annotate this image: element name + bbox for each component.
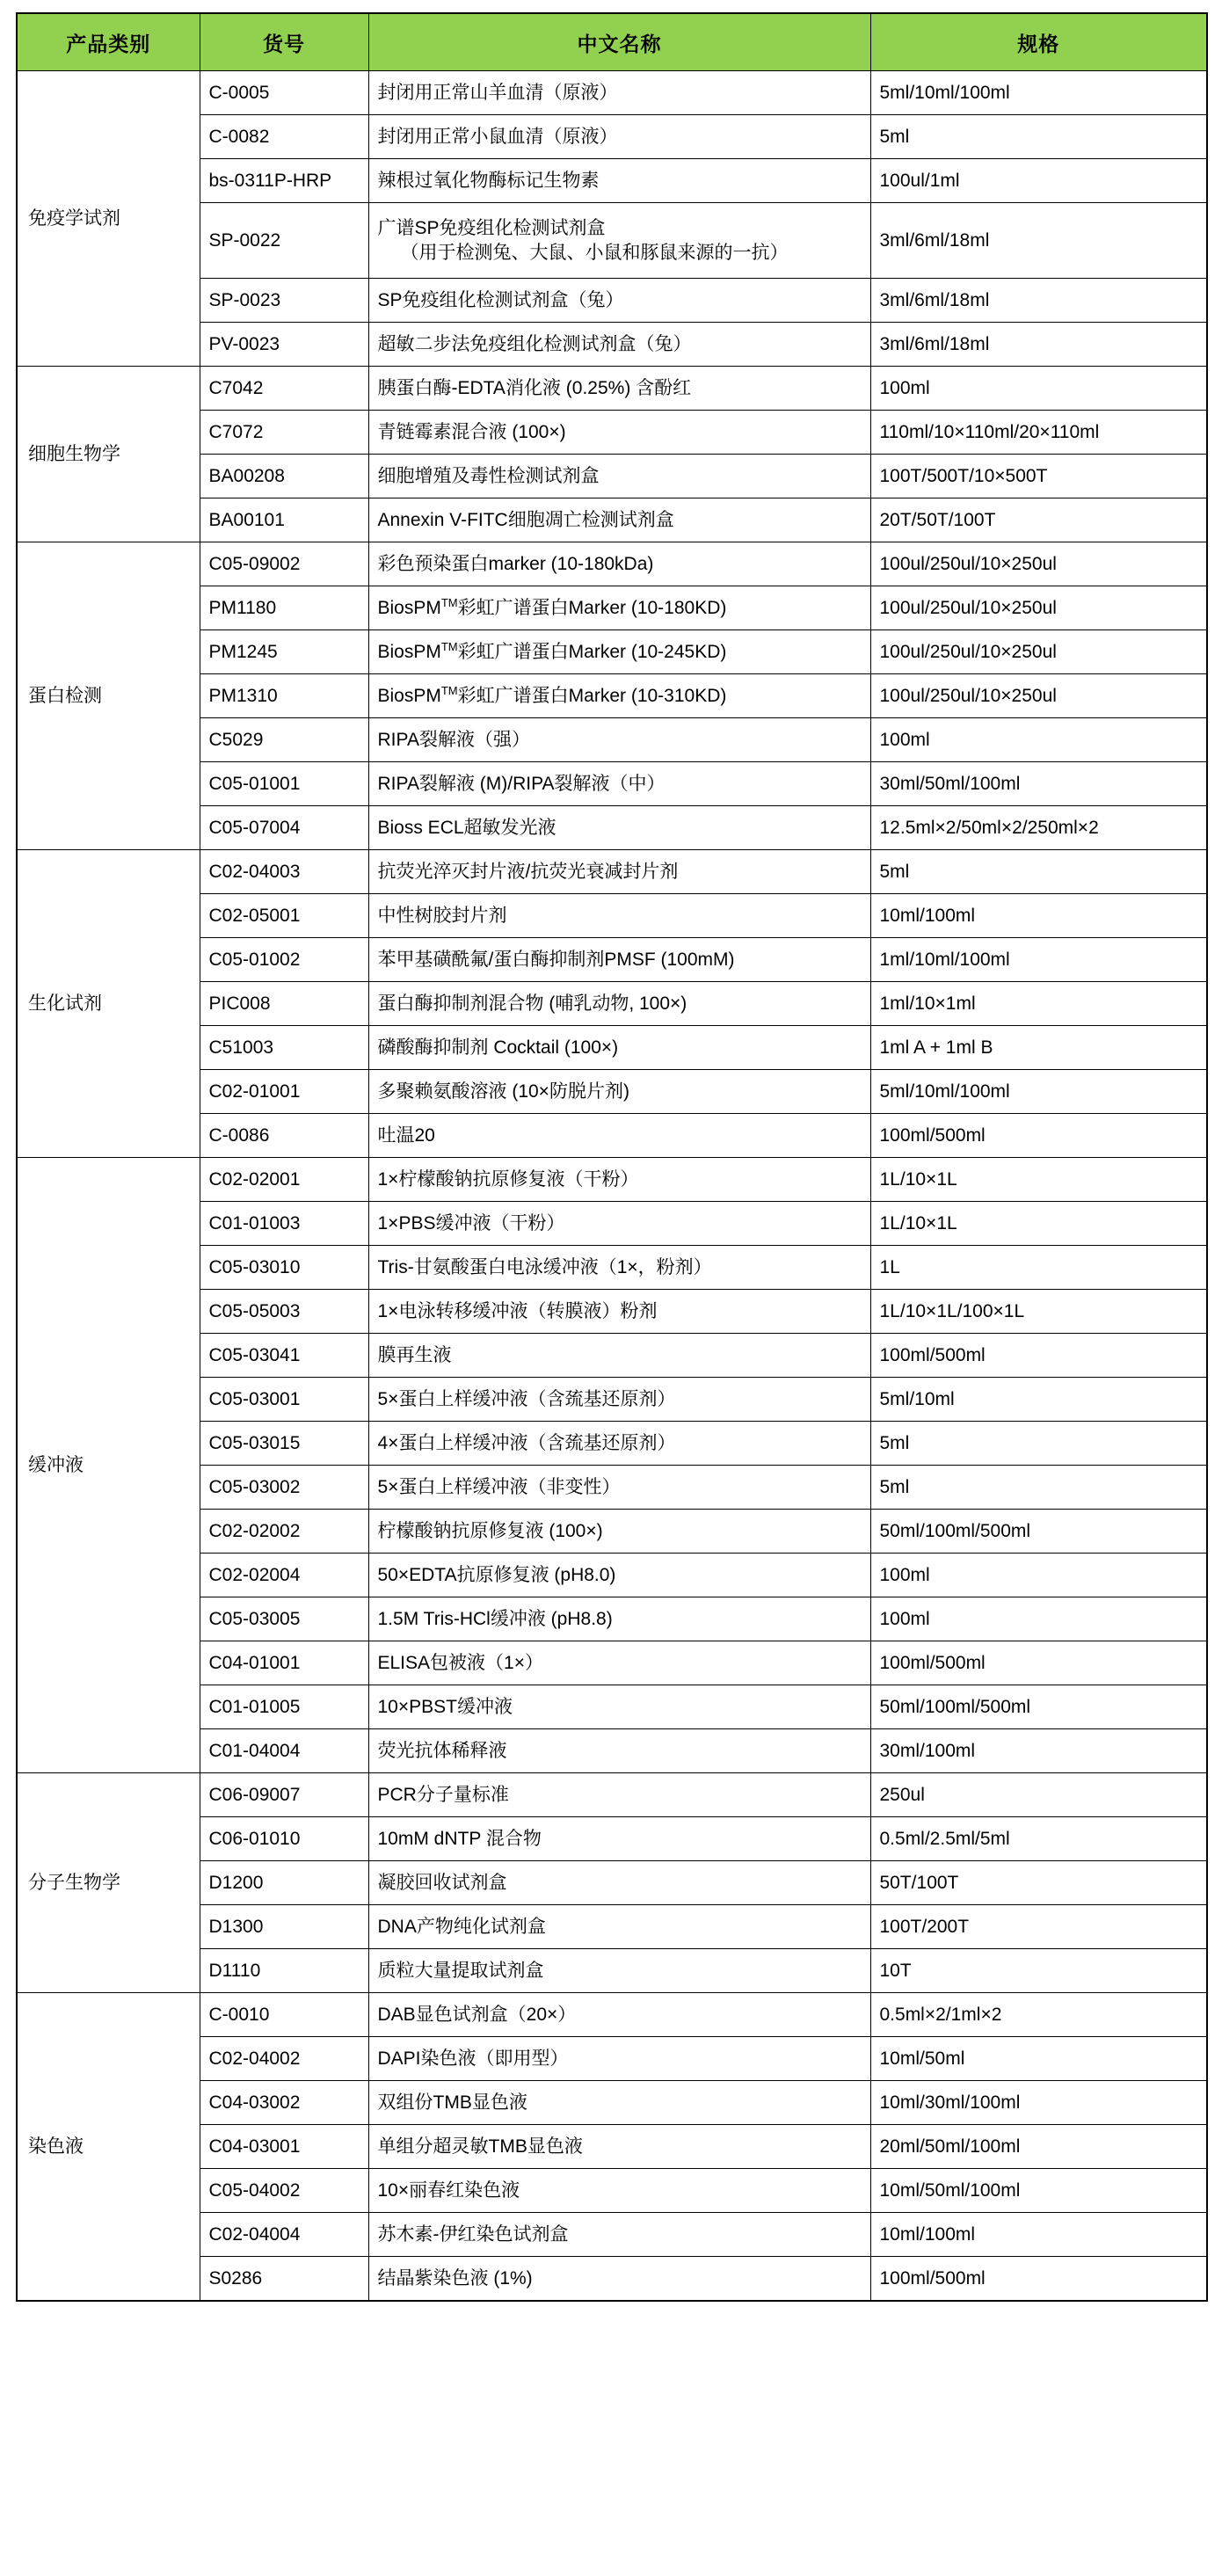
specification-cell: 50T/100T (870, 1861, 1207, 1905)
product-name-cell (368, 1949, 870, 1993)
product-name-cell (368, 1905, 870, 1949)
product-name-text: 青链霉素混合液 (100×) (377, 421, 566, 442)
category-cell: 免疫学试剂 (17, 71, 200, 367)
product-name-cell (368, 1334, 870, 1378)
product-name-second-line: （用于检测兔、大鼠、小鼠和豚鼠来源的一抗） (400, 242, 789, 263)
product-name-cell (368, 1641, 870, 1685)
specification-cell: 110ml/10×110ml/20×110ml (870, 411, 1207, 455)
product-name-cell (368, 455, 870, 498)
product-code-cell: C-0010 (200, 1993, 368, 2037)
specification-cell: 10ml/100ml (870, 2213, 1207, 2257)
product-name-text: 质粒大量提取试剂盒 (377, 1960, 544, 1981)
product-code-cell: C51003 (200, 1026, 368, 1070)
category-cell: 缓冲液 (17, 1158, 200, 1773)
category-cell: 染色液 (17, 1993, 200, 2301)
specification-cell: 100T/200T (870, 1905, 1207, 1949)
table-row (17, 850, 1207, 894)
table-row (17, 1993, 1207, 2037)
product-code-cell: C02-05001 (200, 894, 368, 938)
specification-cell: 3ml/6ml/18ml (870, 323, 1207, 367)
product-name-suffix: 彩虹广谱蛋白Marker (10-245KD) (457, 641, 727, 662)
product-code-cell: C06-09007 (200, 1773, 368, 1817)
product-code-cell: PV-0023 (200, 323, 368, 367)
table-row (17, 1158, 1207, 1202)
specification-cell: 0.5ml×2/1ml×2 (870, 1993, 1207, 2037)
product-name-cell (368, 1510, 870, 1554)
product-name-cell (368, 411, 870, 455)
specification-cell: 100ml/500ml (870, 2257, 1207, 2301)
product-name-text: 超敏二步法免疫组化检测试剂盒（兔） (377, 333, 692, 354)
product-code-cell: C-0082 (200, 115, 368, 159)
specification-cell: 30ml/100ml (870, 1729, 1207, 1773)
product-code-cell: BA00208 (200, 455, 368, 498)
product-name-cell (368, 1993, 870, 2037)
product-name-text: 辣根过氧化物酶标记生物素 (377, 170, 600, 191)
product-name-cell (368, 2125, 870, 2169)
specification-cell: 100ul/250ul/10×250ul (870, 674, 1207, 718)
table-row (17, 71, 1207, 115)
specification-cell: 100ml/500ml (870, 1334, 1207, 1378)
product-name-cell (368, 1158, 870, 1202)
product-code-cell: C05-01001 (200, 762, 368, 806)
product-name-text: 10×丽春红染色液 (377, 2179, 520, 2201)
product-name-text: 1.5M Tris-HCl缓冲液 (pH8.8) (377, 1608, 613, 1629)
product-name-cell (368, 674, 870, 718)
category-cell: 蛋白检测 (17, 542, 200, 850)
product-code-cell: C01-04004 (200, 1729, 368, 1773)
product-name-text: 荧光抗体稀释液 (377, 1740, 507, 1761)
product-code-cell: D1300 (200, 1905, 368, 1949)
product-code-cell: C02-01001 (200, 1070, 368, 1114)
product-catalog-table (16, 12, 1208, 2302)
specification-cell: 1ml/10ml/100ml (870, 938, 1207, 982)
category-cell: 生化试剂 (17, 850, 200, 1158)
product-name-cell (368, 630, 870, 674)
product-code-cell: S0286 (200, 2257, 368, 2301)
product-code-cell: C02-02004 (200, 1554, 368, 1597)
column-header-name: 中文名称 (368, 13, 870, 71)
product-code-cell: PM1180 (200, 586, 368, 630)
product-code-cell: C02-04004 (200, 2213, 368, 2257)
product-code-cell: D1200 (200, 1861, 368, 1905)
product-code-cell: C02-02002 (200, 1510, 368, 1554)
product-name-cell (368, 1070, 870, 1114)
product-name-cell (368, 762, 870, 806)
specification-cell: 100ml (870, 367, 1207, 411)
product-name-text: 4×蛋白上样缓冲液（含巯基还原剂） (377, 1432, 676, 1453)
specification-cell: 3ml/6ml/18ml (870, 203, 1207, 279)
product-name-text: Annexin V-FITC细胞凋亡检测试剂盒 (377, 509, 674, 530)
product-name-text: 5×蛋白上样缓冲液（非变性） (377, 1476, 621, 1497)
column-header-code: 货号 (200, 13, 368, 71)
product-code-cell: C-0086 (200, 1114, 368, 1158)
product-code-cell: D1110 (200, 1949, 368, 1993)
specification-cell: 100ml (870, 1597, 1207, 1641)
product-code-cell: C04-03002 (200, 2081, 368, 2125)
specification-cell: 100ml (870, 718, 1207, 762)
product-name-cell (368, 982, 870, 1026)
product-name-text: Bioss ECL超敏发光液 (377, 817, 556, 838)
product-code-cell: PIC008 (200, 982, 368, 1026)
product-code-cell: C05-03002 (200, 1466, 368, 1510)
trademark-superscript: TM (440, 683, 458, 697)
product-name-cell (368, 1290, 870, 1334)
product-name-cell (368, 1246, 870, 1290)
product-code-cell: C02-04003 (200, 850, 368, 894)
product-code-cell: C7042 (200, 367, 368, 411)
product-name-cell (368, 938, 870, 982)
trademark-superscript: TM (440, 639, 458, 653)
product-code-cell: PM1245 (200, 630, 368, 674)
product-name-text: 50×EDTA抗原修复液 (pH8.0) (377, 1564, 616, 1585)
product-name-cell (368, 1026, 870, 1070)
product-code-cell: SP-0022 (200, 203, 368, 279)
product-name-cell (368, 2213, 870, 2257)
product-code-cell: C01-01005 (200, 1685, 368, 1729)
category-cell: 分子生物学 (17, 1773, 200, 1993)
specification-cell: 0.5ml/2.5ml/5ml (870, 1817, 1207, 1861)
product-name-text: 封闭用正常小鼠血清（原液） (377, 126, 618, 147)
specification-cell: 20ml/50ml/100ml (870, 2125, 1207, 2169)
product-name-cell (368, 1114, 870, 1158)
product-code-cell: BA00101 (200, 498, 368, 542)
product-name-cell (368, 1861, 870, 1905)
specification-cell: 50ml/100ml/500ml (870, 1685, 1207, 1729)
product-name-cell (368, 71, 870, 115)
product-code-cell: C7072 (200, 411, 368, 455)
product-name-cell (368, 115, 870, 159)
product-name-text: SP免疫组化检测试剂盒（兔） (377, 289, 624, 310)
header-row (17, 13, 1207, 71)
product-name-text: 多聚赖氨酸溶液 (10×防脱片剂) (377, 1081, 629, 1102)
product-name-cell (368, 1422, 870, 1466)
product-name-cell (368, 2037, 870, 2081)
product-name-text: 抗荧光淬灭封片液/抗荧光衰减封片剂 (377, 861, 679, 882)
specification-cell: 5ml (870, 1466, 1207, 1510)
product-name-text: 1×PBS缓冲液（干粉） (377, 1212, 565, 1233)
specification-cell: 10T (870, 1949, 1207, 1993)
specification-cell: 20T/50T/100T (870, 498, 1207, 542)
specification-cell: 5ml/10ml/100ml (870, 71, 1207, 115)
column-header-spec: 规格 (870, 13, 1207, 71)
trademark-superscript: TM (440, 595, 458, 609)
product-name-cell (368, 1554, 870, 1597)
product-name-cell (368, 1597, 870, 1641)
product-code-cell: C04-03001 (200, 2125, 368, 2169)
specification-cell: 5ml (870, 1422, 1207, 1466)
specification-cell: 100ml/500ml (870, 1641, 1207, 1685)
product-name-cell (368, 542, 870, 586)
specification-cell: 5ml/10ml/100ml (870, 1070, 1207, 1114)
product-code-cell: C-0005 (200, 71, 368, 115)
product-name-cell (368, 1466, 870, 1510)
table-row (17, 542, 1207, 586)
specification-cell: 1L/10×1L/100×1L (870, 1290, 1207, 1334)
specification-cell: 10ml/100ml (870, 894, 1207, 938)
specification-cell: 1ml/10×1ml (870, 982, 1207, 1026)
product-name-cell (368, 159, 870, 203)
specification-cell: 100T/500T/10×500T (870, 455, 1207, 498)
specification-cell: 10ml/30ml/100ml (870, 2081, 1207, 2125)
product-code-cell: C02-04002 (200, 2037, 368, 2081)
product-name-cell (368, 367, 870, 411)
category-cell: 细胞生物学 (17, 367, 200, 542)
product-name-text: 吐温20 (377, 1124, 435, 1146)
specification-cell: 50ml/100ml/500ml (870, 1510, 1207, 1554)
specification-cell: 100ml/500ml (870, 1114, 1207, 1158)
specification-cell: 5ml (870, 850, 1207, 894)
specification-cell: 100ul/250ul/10×250ul (870, 586, 1207, 630)
product-code-cell: C01-01003 (200, 1202, 368, 1246)
product-name-text: 蛋白酶抑制剂混合物 (哺乳动物, 100×) (377, 993, 687, 1014)
product-name-suffix: 彩虹广谱蛋白Marker (10-180KD) (457, 597, 727, 618)
product-name-text: 凝胶回收试剂盒 (377, 1872, 507, 1893)
product-name-text: 1×电泳转移缓冲液（转膜液）粉剂 (377, 1300, 658, 1321)
product-name-text: 柠檬酸钠抗原修复液 (100×) (377, 1520, 603, 1541)
product-name-cell (368, 279, 870, 323)
product-name-text: 彩色预染蛋白marker (10-180kDa) (377, 553, 654, 574)
product-name-cell (368, 1378, 870, 1422)
product-name-text: RIPA裂解液（强） (377, 729, 530, 750)
product-name-prefix: BiosPM (377, 685, 441, 706)
product-name-cell (368, 850, 870, 894)
product-name-cell (368, 1817, 870, 1861)
product-name-cell (368, 1773, 870, 1817)
product-name-cell (368, 718, 870, 762)
product-code-cell: C05-03010 (200, 1246, 368, 1290)
specification-cell: 1L (870, 1246, 1207, 1290)
product-name-cell (368, 498, 870, 542)
table-header (17, 13, 1207, 71)
product-name-text: 10mM dNTP 混合物 (377, 1828, 542, 1849)
product-code-cell: C05-03001 (200, 1378, 368, 1422)
product-name-text: 磷酸酶抑制剂 Cocktail (100×) (377, 1037, 619, 1058)
product-name-cell (368, 2169, 870, 2213)
specification-cell: 1L/10×1L (870, 1202, 1207, 1246)
product-code-cell: C05-05003 (200, 1290, 368, 1334)
product-name-text: Tris-甘氨酸蛋白电泳缓冲液（1×，粉剂） (377, 1256, 712, 1277)
product-name-text: 胰蛋白酶-EDTA消化液 (0.25%) 含酚红 (377, 377, 692, 398)
table-row (17, 1773, 1207, 1817)
product-name-text: 结晶紫染色液 (1%) (377, 2267, 533, 2289)
product-name-text: 5×蛋白上样缓冲液（含巯基还原剂） (377, 1388, 676, 1409)
product-code-cell: C05-03041 (200, 1334, 368, 1378)
product-name-cell (368, 806, 870, 850)
product-name-prefix: BiosPM (377, 597, 441, 618)
product-code-cell: C05-09002 (200, 542, 368, 586)
specification-cell: 5ml/10ml (870, 1378, 1207, 1422)
product-code-cell: C02-02001 (200, 1158, 368, 1202)
product-code-cell: C5029 (200, 718, 368, 762)
specification-cell: 100ul/250ul/10×250ul (870, 630, 1207, 674)
product-code-cell: PM1310 (200, 674, 368, 718)
product-code-cell: C05-03005 (200, 1597, 368, 1641)
product-name-cell (368, 323, 870, 367)
product-name-cell (368, 2081, 870, 2125)
product-name-text: 双组份TMB显色液 (377, 2092, 527, 2113)
specification-cell: 1L/10×1L (870, 1158, 1207, 1202)
product-name-cell (368, 894, 870, 938)
specification-cell: 5ml (870, 115, 1207, 159)
specification-cell: 250ul (870, 1773, 1207, 1817)
product-code-cell: C04-01001 (200, 1641, 368, 1685)
specification-cell: 10ml/50ml/100ml (870, 2169, 1207, 2213)
column-header-category: 产品类别 (17, 13, 200, 71)
product-name-text: 细胞增殖及毒性检测试剂盒 (377, 465, 600, 486)
specification-cell: 12.5ml×2/50ml×2/250ml×2 (870, 806, 1207, 850)
specification-cell: 100ml (870, 1554, 1207, 1597)
product-name-text: RIPA裂解液 (M)/RIPA裂解液（中） (377, 773, 666, 794)
product-name-text: DAPI染色液（即用型） (377, 2048, 569, 2069)
product-name-text: DNA产物纯化试剂盒 (377, 1916, 546, 1937)
table-row (17, 367, 1207, 411)
product-name-cell (368, 586, 870, 630)
product-code-cell: C05-03015 (200, 1422, 368, 1466)
product-code-cell: C05-07004 (200, 806, 368, 850)
product-name-text: DAB显色试剂盒（20×） (377, 2004, 577, 2025)
product-name-cell (368, 1202, 870, 1246)
product-name-cell (368, 1685, 870, 1729)
product-code-cell: C05-04002 (200, 2169, 368, 2213)
product-code-cell: bs-0311P-HRP (200, 159, 368, 203)
product-name-text: 膜再生液 (377, 1344, 452, 1365)
specification-cell: 30ml/50ml/100ml (870, 762, 1207, 806)
product-name-text: 苏木素-伊红染色试剂盒 (377, 2223, 569, 2245)
specification-cell: 100ul/250ul/10×250ul (870, 542, 1207, 586)
product-name-cell (368, 1729, 870, 1773)
product-name-text: 1×柠檬酸钠抗原修复液（干粉） (377, 1168, 639, 1190)
product-name-text: 10×PBST缓冲液 (377, 1696, 513, 1717)
specification-cell: 10ml/50ml (870, 2037, 1207, 2081)
product-name-text: 单组分超灵敏TMB显色液 (377, 2136, 583, 2157)
product-name-text: 苯甲基磺酰氟/蛋白酶抑制剂PMSF (100mM) (377, 949, 735, 970)
product-code-cell: C05-01002 (200, 938, 368, 982)
table-body (17, 71, 1207, 2301)
specification-cell: 100ul/1ml (870, 159, 1207, 203)
product-name-cell (368, 203, 870, 279)
product-code-cell: C06-01010 (200, 1817, 368, 1861)
product-name-text: 中性树胶封片剂 (377, 905, 507, 926)
product-name-cell (368, 2257, 870, 2301)
product-name-suffix: 彩虹广谱蛋白Marker (10-310KD) (457, 685, 727, 706)
product-name-text: PCR分子量标准 (377, 1784, 509, 1805)
product-name-prefix: BiosPM (377, 641, 441, 662)
product-code-cell: SP-0023 (200, 279, 368, 323)
product-name-text: 封闭用正常山羊血清（原液） (377, 82, 618, 103)
specification-cell: 1ml A + 1ml B (870, 1026, 1207, 1070)
specification-cell: 3ml/6ml/18ml (870, 279, 1207, 323)
product-name-text: ELISA包被液（1×） (377, 1652, 543, 1673)
product-name-text: 广谱SP免疫组化检测试剂盒 (377, 218, 606, 239)
